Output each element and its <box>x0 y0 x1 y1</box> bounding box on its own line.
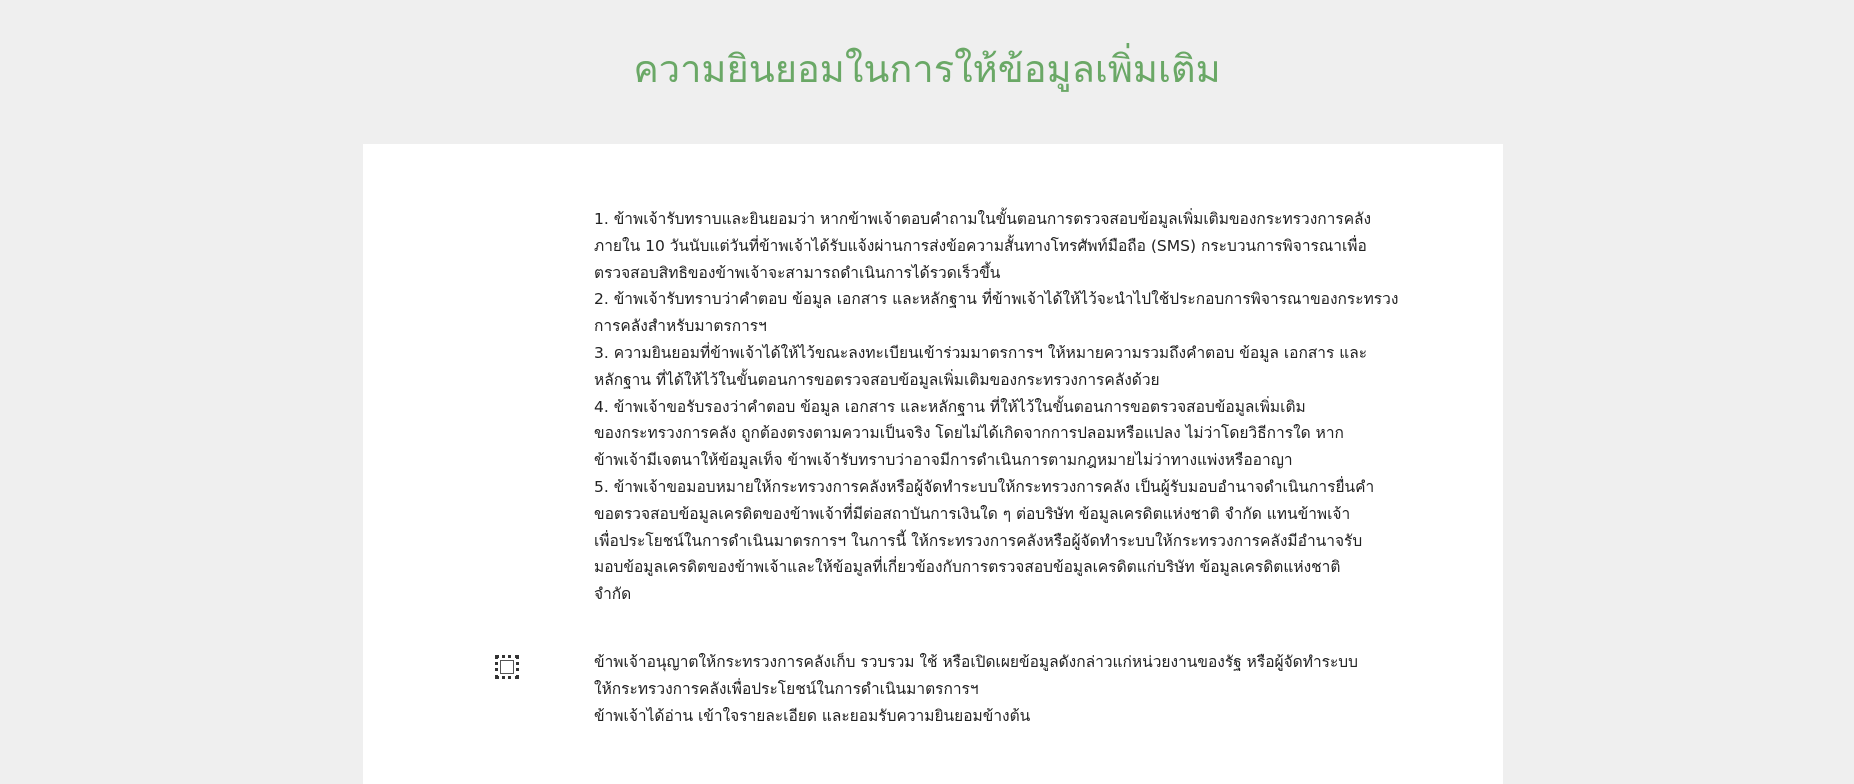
terms-line: ของกระทรวงการคลัง ถูกต้องตรงตามความเป็นจริง โดยไม่ได้เกิดจากการปลอมหรือแปลง ไม่ว่าโดยวิธีการใด หาก <box>594 424 1344 443</box>
consent-line: ให้กระทรวงการคลังเพื่อประโยชน์ในการดำเนินมาตรการฯ <box>594 679 979 698</box>
consent-row <box>363 649 1503 759</box>
terms-line: ข้าพเจ้ามีเจตนาให้ข้อมูลเท็จ ข้าพเจ้ารับทราบว่าอาจมีการดำเนินการตามกฎหมายไม่ว่าทางแพ่งหรืออาญา <box>594 451 1293 470</box>
consent-label <box>594 649 1394 729</box>
terms-line: 3. ความยินยอมที่ข้าพเจ้าได้ให้ไว้ขณะลงทะเบียนเข้าร่วมมาตรการฯ ให้หมายความรวมถึงคำตอบ ข้อมูล เอกสาร และ <box>594 343 1368 362</box>
consent-card <box>363 144 1503 784</box>
terms-line: ภายใน 10 วันนับแต่วันที่ข้าพเจ้าได้รับแจ้งผ่านการส่งข้อความสั้นทางโทรศัพท์มือถือ (SMS) กระบวนการพิจารณาเพื่อ <box>594 236 1367 255</box>
terms-line: 1. ข้าพเจ้ารับทราบและยินยอมว่า หากข้าพเจ้าตอบคำถามในขั้นตอนการตรวจสอบข้อมูลเพิ่มเติมของกระทรวงการคลัง <box>594 210 1372 228</box>
terms-line: เพื่อประโยชน์ในการดำเนินมาตรการฯ ในการนี้ ให้กระทรวงการคลังหรือผู้จัดทำระบบให้กระทรวงการคลังมีอำนาจรับ <box>594 531 1363 550</box>
terms-line: จำกัด <box>594 585 632 604</box>
consent-checkbox[interactable] <box>495 655 519 679</box>
terms-line: การคลังสำหรับมาตรการฯ <box>594 317 767 336</box>
terms-line: ตรวจสอบสิทธิของข้าพเจ้าจะสามารถดำเนินการได้รวดเร็วขึ้น <box>594 263 1001 282</box>
terms-line: มอบข้อมูลเครดิตของข้าพเจ้าและให้ข้อมูลที่เกี่ยวข้องกับการตรวจสอบข้อมูลเครดิตแก่บริษัท ข้อมูลเครดิตแห่งชาติ <box>594 558 1341 577</box>
page-title: ความยินยอมในการให้ข้อมูลเพิ่มเติม <box>633 47 1221 91</box>
terms-line: หลักฐาน ที่ได้ให้ไว้ในขั้นตอนการขอตรวจสอบข้อมูลเพิ่มเติมของกระทรวงการคลังด้วย <box>594 370 1160 389</box>
terms-line: 5. ข้าพเจ้าขอมอบหมายให้กระทรวงการคลังหรือผู้จัดทำระบบให้กระทรวงการคลัง เป็นผู้รับมอบอำนาจดำเนินการยื่นคำ <box>594 477 1375 496</box>
consent-line: ข้าพเจ้าอนุญาตให้กระทรวงการคลังเก็บ รวบรวม ใช้ หรือเปิดเผยข้อมูลดังกล่าวแก่หน่วยงานของรัฐ หรือผู้จัดทำระบบ <box>594 653 1358 671</box>
terms-line: ขอตรวจสอบข้อมูลเครดิตของข้าพเจ้าที่มีต่อสถาบันการเงินใด ๆ ต่อบริษัท ข้อมูลเครดิตแห่งชาติ จำกัด แทนข้าพเจ้า <box>594 504 1351 523</box>
terms-line: 4. ข้าพเจ้าขอรับรองว่าคำตอบ ข้อมูล เอกสาร และหลักฐาน ที่ให้ไว้ในขั้นตอนการขอตรวจสอบข้อมูลเพิ่มเติม <box>594 397 1306 416</box>
terms-line: 2. ข้าพเจ้ารับทราบว่าคำตอบ ข้อมูล เอกสาร และหลักฐาน ที่ข้าพเจ้าได้ให้ไว้จะนำไปใช้ประกอบการพิจารณาของกระทรวง <box>594 290 1399 309</box>
terms-text <box>594 206 1399 608</box>
consent-line: ข้าพเจ้าได้อ่าน เข้าใจรายละเอียด และยอมรับความยินยอมข้างต้น <box>594 706 1031 725</box>
